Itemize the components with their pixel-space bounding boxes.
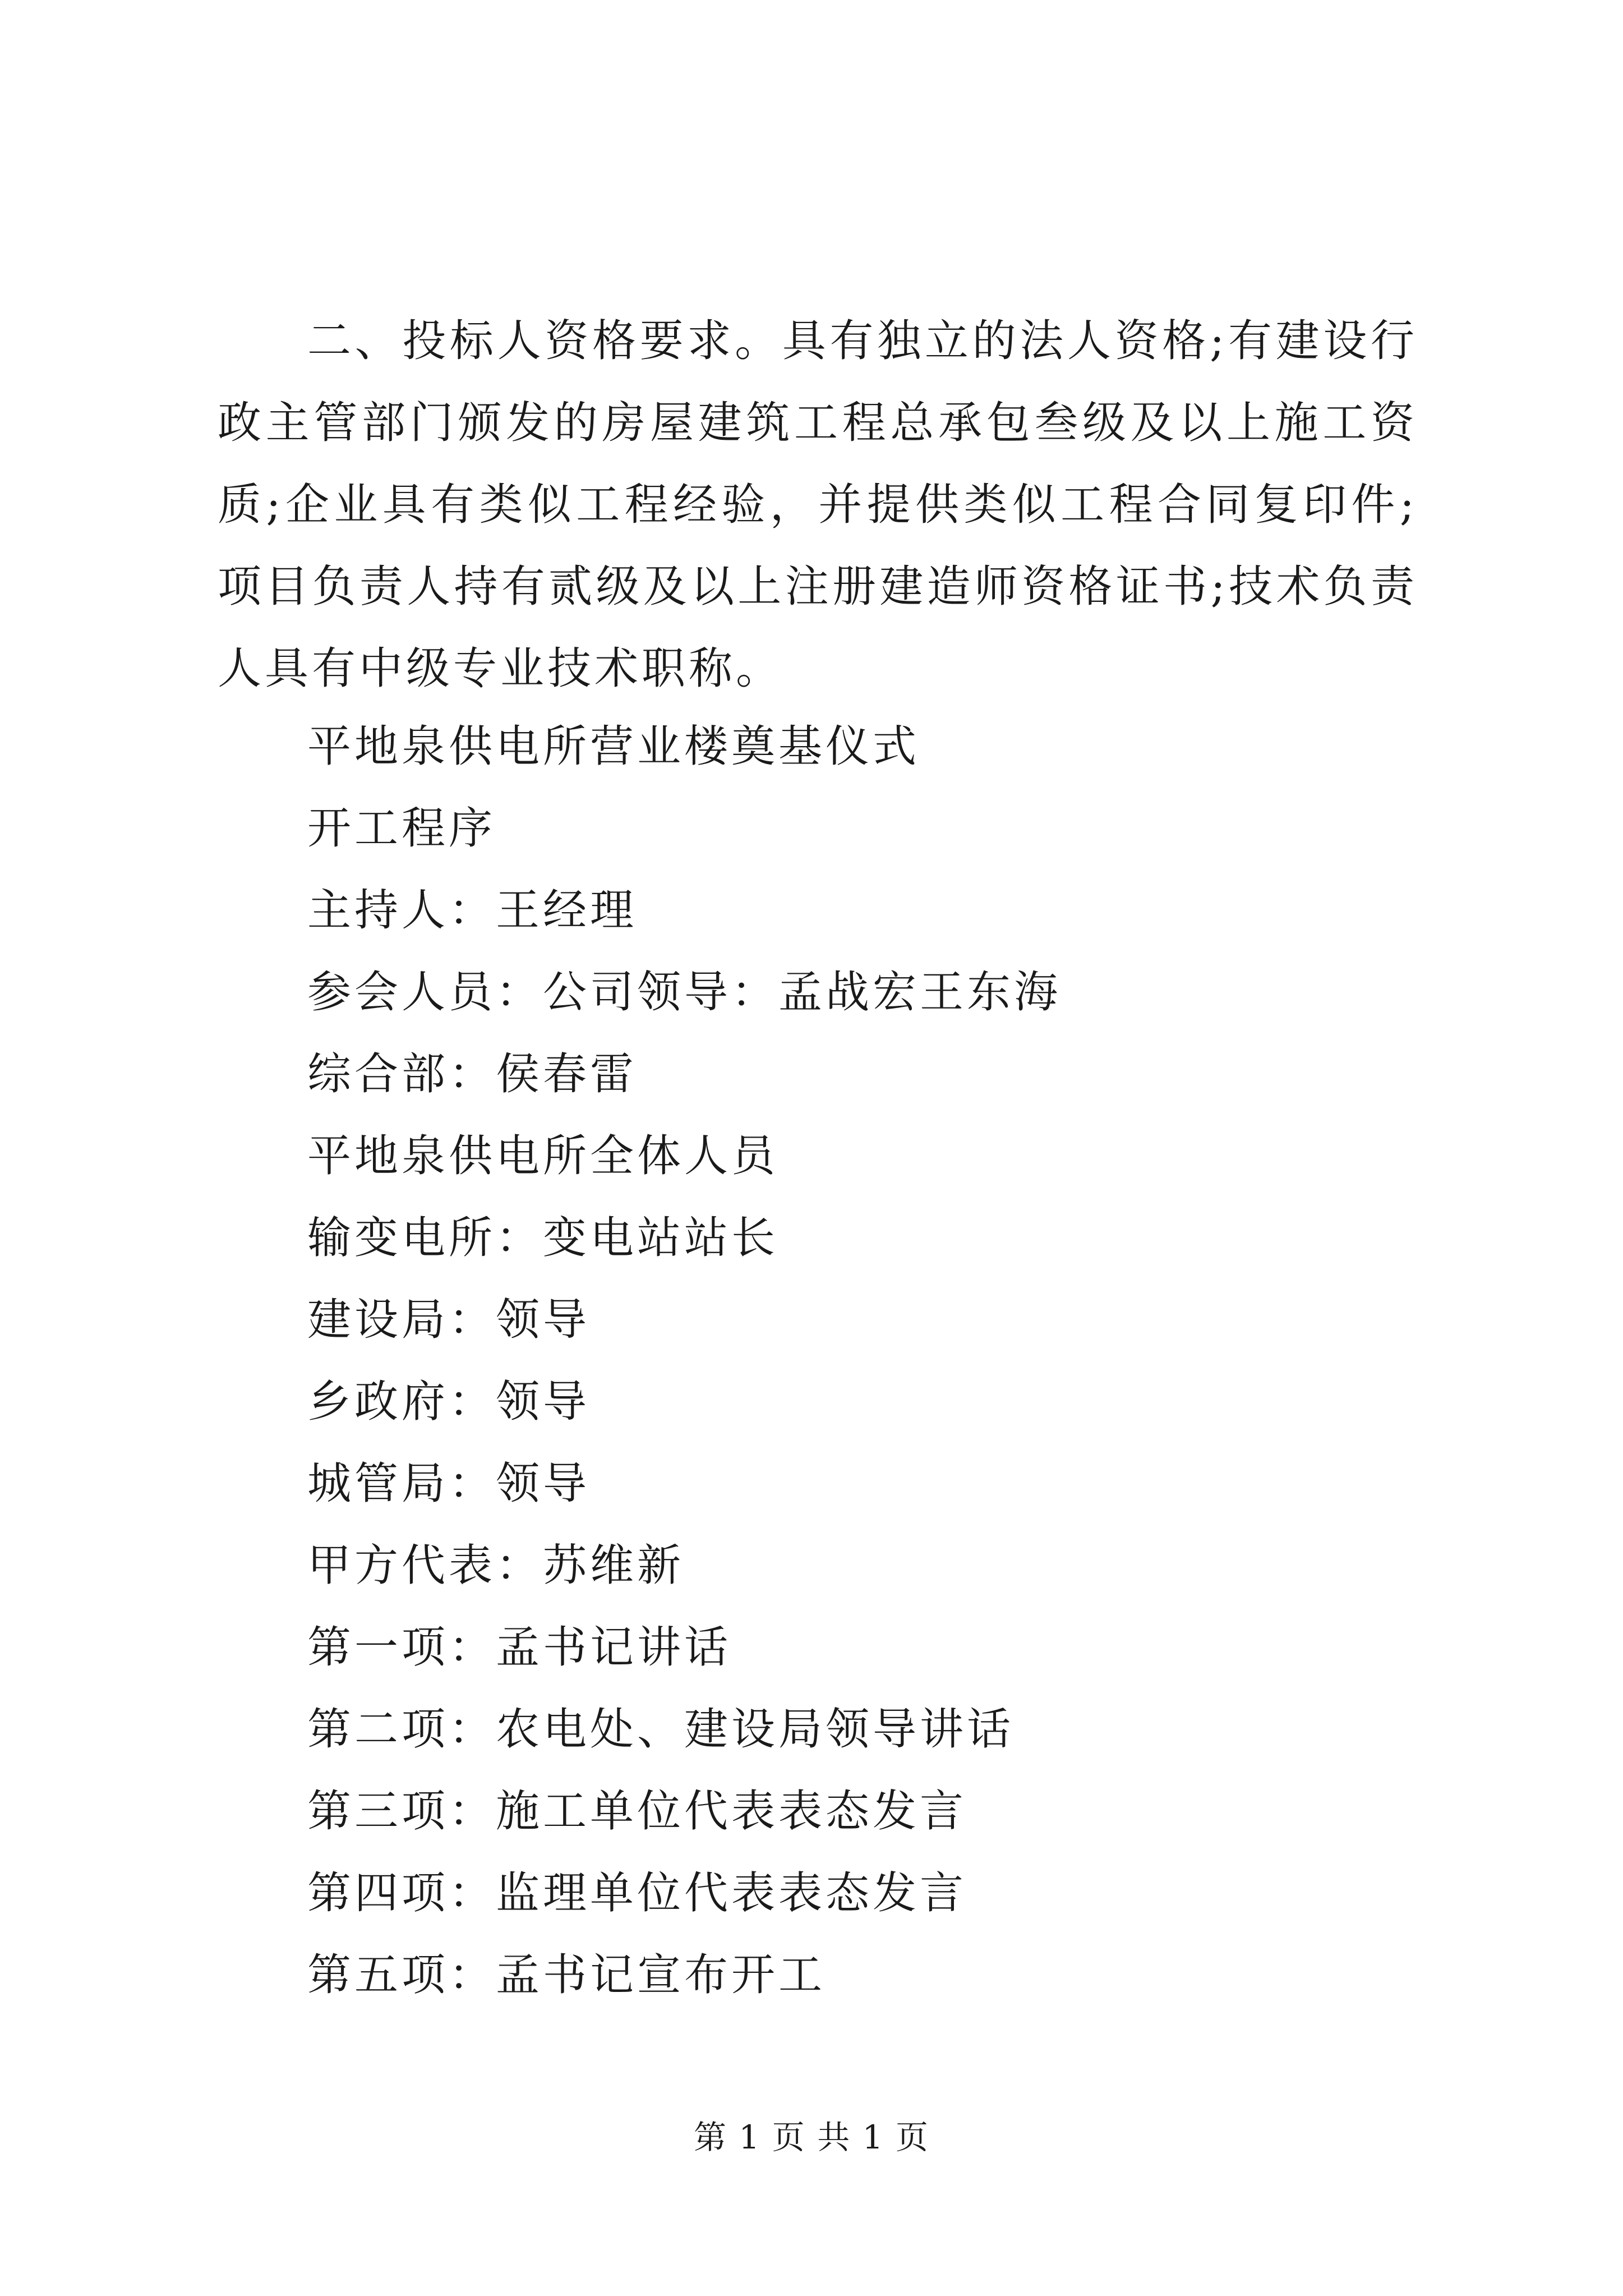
- bidder-qualification-paragraph: 二、投标人资格要求。具有独立的法人资格;有建设行政主管部门颁发的房屋建筑工程总承包叁级及以上施工资质;企业具有类似工程经验，并提供类似工程合同复印件;项目负责人持有贰级及以上注册建造师资格证书;技术负责人具有中级专业技术职称。: [218, 316, 1418, 694]
- ceremony-program-list: [307, 706, 1061, 2016]
- page-footer: 第 1 页 共 1 页: [694, 2118, 929, 2156]
- agenda-item-5: 第五项：孟书记宣布开工: [307, 1950, 826, 2000]
- program-heading: 开工程序: [307, 803, 496, 854]
- transmission-line: 输变电所：变电站站长: [307, 1213, 779, 1263]
- agenda-item-2: 第二项：农电处、建设局领导讲话: [307, 1704, 1015, 1755]
- agenda-item-3: 第三项：施工单位代表表态发言: [307, 1786, 967, 1837]
- host-line: 主持人：王经理: [307, 885, 638, 936]
- construction-bureau-line: 建设局：领导: [307, 1295, 591, 1345]
- urban-management-line: 城管局：领导: [307, 1458, 591, 1509]
- attendees-line: 参会人员：公司领导：孟战宏王东海: [307, 967, 1062, 1018]
- township-government-line: 乡政府：领导: [307, 1377, 591, 1427]
- agenda-item-1: 第一项：孟书记讲话: [307, 1622, 732, 1673]
- party-a-representative-line: 甲方代表：苏维新: [307, 1540, 685, 1591]
- agenda-item-4: 第四项：监理单位代表表态发言: [307, 1868, 967, 1918]
- ceremony-title: 平地泉供电所营业楼奠基仪式: [307, 721, 920, 772]
- general-dept-line: 综合部：侯春雷: [307, 1049, 638, 1099]
- station-staff-line: 平地泉供电所全体人员: [307, 1131, 779, 1181]
